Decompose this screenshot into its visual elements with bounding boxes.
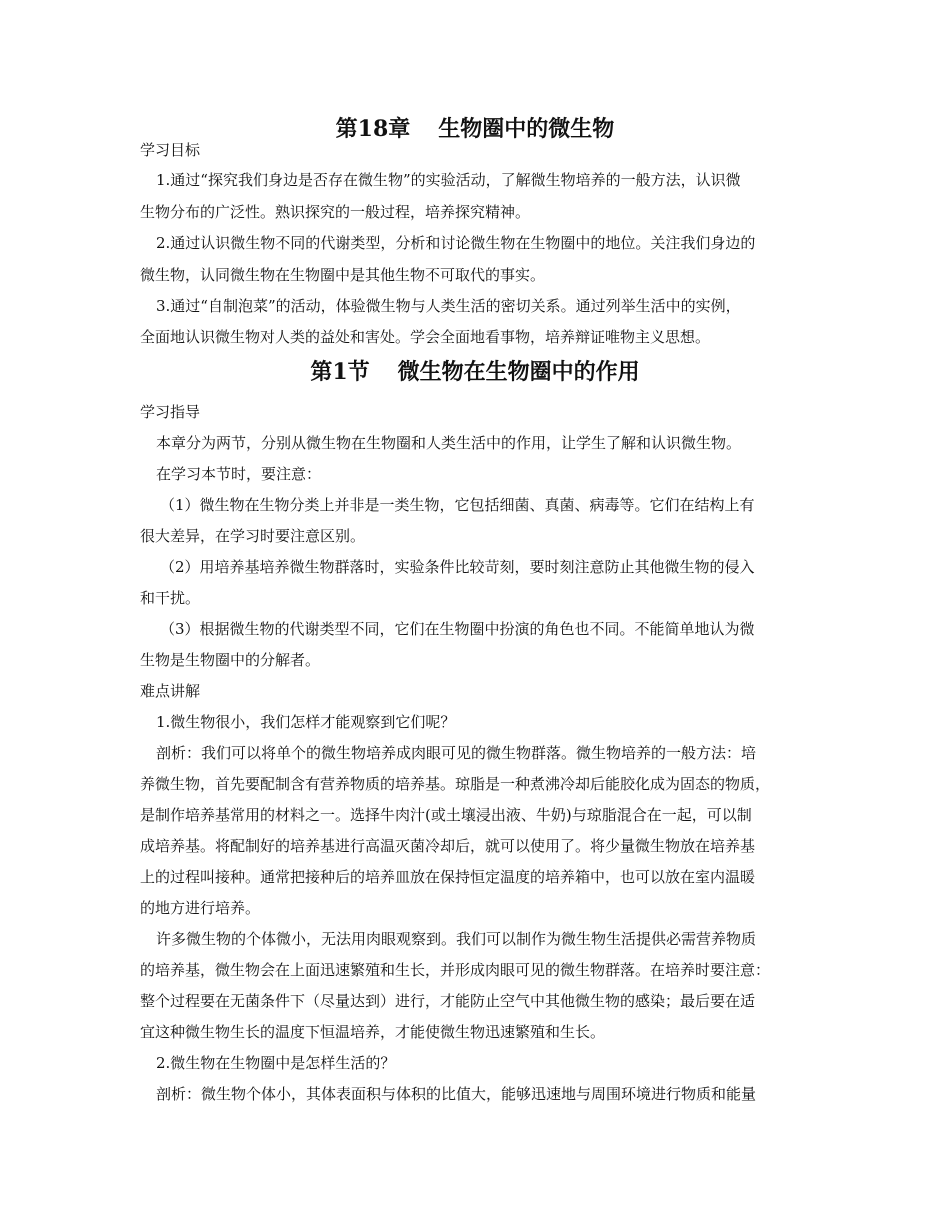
difficulty-line: 养微生物，首先要配制含有营养物质的培养基。琼脂是一种煮沸冷却后能胶化成为固态的物质，	[140, 775, 771, 793]
objectives-line: 全面地认识微生物对人类的益处和害处。学会全面地看事物，培养辩证唯物主义思想。	[140, 328, 711, 346]
difficulty-heading: 难点讲解	[140, 682, 201, 700]
difficulty-line: 成培养基。将配制好的培养基进行高温灭菌冷却后，就可以使用了。将少量微生物放在培养基	[140, 837, 756, 855]
objectives-line: 2.通过认识微生物不同的代谢类型，分析和讨论微生物在生物圈中的地位。关注我们身边的	[156, 234, 756, 252]
objectives-line: 生物分布的广泛性。熟识探究的一般过程，培养探究精神。	[140, 203, 531, 221]
difficulty-line: 剖析：我们可以将单个的微生物培养成肉眼可见的微生物群落。微生物培养的一般方法：培	[156, 744, 757, 762]
objectives-line: 微生物，认同微生物在生物圈中是其他生物不可取代的事实。	[140, 266, 546, 284]
objectives-line: 1.通过“探究我们身边是否存在微生物”的实验活动，了解微生物培养的一般方法，认识微	[156, 171, 741, 189]
difficulty-line: 许多微生物的个体微小，无法用肉眼观察到。我们可以制作为微生物生活提供必需营养物质	[156, 930, 757, 948]
guide-line: 本章分为两节，分别从微生物在生物圈和人类生活中的作用，让学生了解和认识微生物。	[156, 434, 742, 452]
difficulty-line: 是制作培养基常用的材料之一。选择牛肉汁(或土壤浸出液、牛奶)与琼脂混合在一起，可以制	[140, 806, 752, 824]
difficulty-line: 的地方进行培养。	[140, 899, 261, 917]
chapter-number: 第18章	[335, 116, 411, 142]
guide-line: （1）微生物在生物分类上并非是一类生物，它包括细菌、真菌、病毒等。它们在结构上有	[160, 496, 755, 514]
chapter-title	[0, 112, 950, 143]
section-name: 微生物在生物圈中的作用	[397, 359, 640, 385]
objectives-heading: 学习目标	[140, 141, 201, 159]
guide-line: 很大差异，在学习时要注意区别。	[140, 527, 366, 545]
guide-line: 和干扰。	[140, 589, 201, 607]
difficulty-line: 整个过程要在无菌条件下（尽量达到）进行，才能防止空气中其他微生物的感染；最后要在适	[140, 992, 756, 1010]
section-number: 第1节	[310, 359, 370, 385]
guide-line: 在学习本节时，要注意：	[156, 465, 322, 483]
difficulty-line: 上的过程叫接种。通常把接种后的培养皿放在保持恒定温度的培养箱中，也可以放在室内温暖	[140, 868, 756, 886]
guide-line: （3）根据微生物的代谢类型不同，它们在生物圈中扮演的角色也不同。不能简单地认为微	[160, 620, 755, 638]
difficulty-line: 剖析：微生物个体小，其体表面积与体积的比值大，能够迅速地与周围环境进行物质和能量	[156, 1085, 757, 1103]
difficulty-line: 的培养基，微生物会在上面迅速繁殖和生长，并形成肉眼可见的微生物群落。在培养时要注意：	[140, 961, 771, 979]
difficulty-line: 2.微生物在生物圈中是怎样生活的？	[156, 1054, 396, 1072]
objectives-line: 3.通过“自制泡菜”的活动，体验微生物与人类生活的密切关系。通过列举生活中的实例，	[156, 297, 741, 315]
section-title	[0, 355, 950, 386]
guide-line: 生物是生物圈中的分解者。	[140, 651, 321, 669]
difficulty-line: 宜这种微生物生长的温度下恒温培养，才能使微生物迅速繁殖和生长。	[140, 1023, 606, 1041]
guide-heading: 学习指导	[140, 403, 201, 421]
guide-line: （2）用培养基培养微生物群落时，实验条件比较苛刻，要时刻注意防止其他微生物的侵入	[160, 558, 755, 576]
chapter-name: 生物圈中的微生物	[438, 116, 615, 142]
difficulty-line: 1.微生物很小，我们怎样才能观察到它们呢？	[156, 713, 456, 731]
